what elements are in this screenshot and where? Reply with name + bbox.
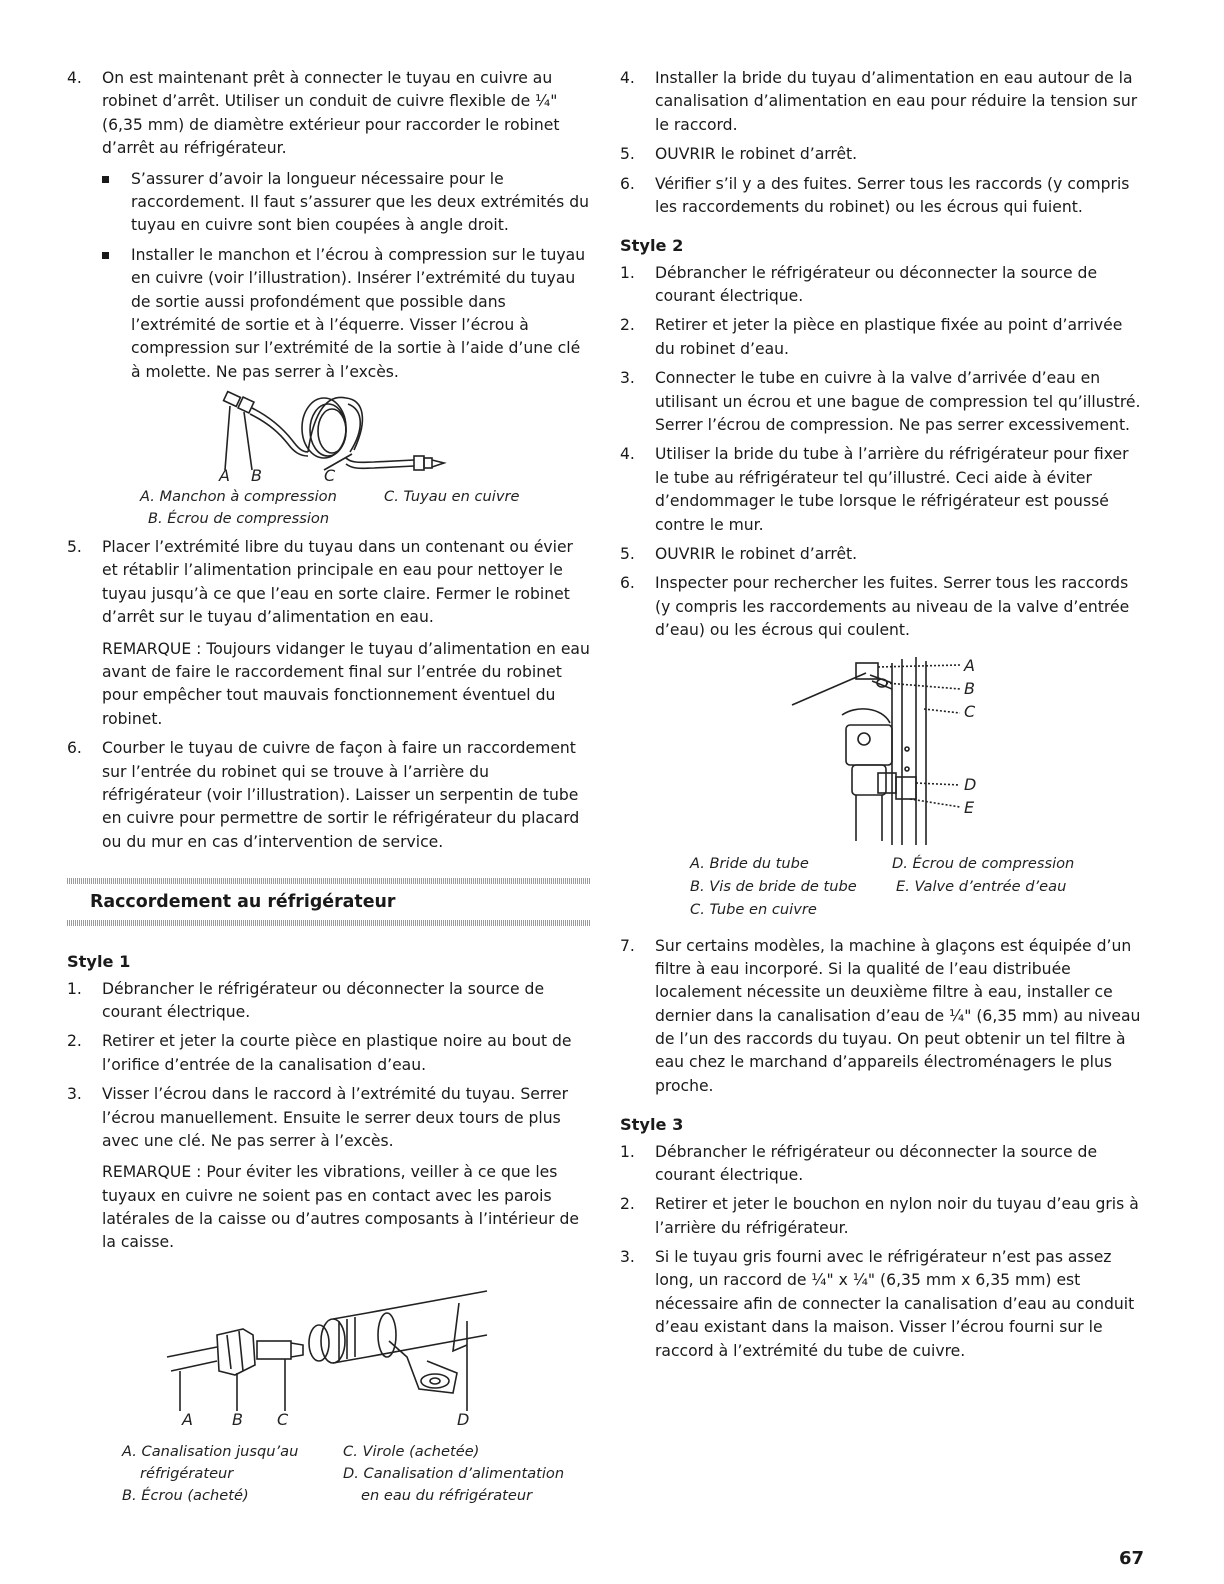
step-text: Débrancher le réfrigérateur ou déconnecter la source de courant électrique.: [655, 1142, 1098, 1184]
step-number: 4.: [620, 445, 635, 464]
label-b: B: [232, 1409, 243, 1429]
style1-step: [620, 67, 1143, 137]
label-b: B: [251, 466, 262, 483]
copper-coil-illustration: [102, 390, 592, 482]
divider: [67, 920, 590, 926]
step-text: Courber le tuyau de cuivre de façon à faire un raccordement sur l’entrée du robinet qui se trouve à l’arrière du réfrigérateur (voir l’illustration). Laisser un serpentin de tube en cuivre pour permettre de sortir le réfrigérateur du placard ou du mur en cas d’intervention de service.: [102, 739, 580, 851]
step-text: Inspecter pour rechercher les fuites. Serrer tous les raccords (y compris les raccordements au niveau de la valve d’entrée d’eau) ou les écrous qui coulent.: [655, 574, 1130, 640]
style2-step: [620, 443, 1143, 537]
step-text: Retirer et jeter le bouchon en nylon noir du tuyau d’eau gris à l’arrière du réfrigérateur.: [655, 1195, 1139, 1237]
step-text: Si le tuyau gris fourni avec le réfrigérateur n’est pas assez long, un raccord de ¼" x ¼" (6,35 mm x 6,35 mm) est nécessaire afin de connecter la canalisation d’eau au conduit d’eau existant dans la maison. Visser l’écrou fourni sur le raccord à l’extrémité du tube de cuivre.: [655, 1248, 1135, 1360]
step-text: Placer l’extrémité libre du tuyau dans un contenant ou évier et rétablir l’alimentation principale en eau pour nettoyer le tuyau jusqu’à ce que l’eau en sorte claire. Fermer le robinet d’arrêt sur le tuyau d’alimentation en eau.: [102, 538, 573, 627]
step-5: [67, 536, 590, 731]
step-text: On est maintenant prêt à connecter le tuyau en cuivre au robinet d’arrêt. Utiliser un conduit de cuivre flexible de ¼" (6,35 mm) de diamètre extérieur pour raccorder le robinet d’arrêt au réfrigérateur.: [102, 69, 560, 158]
bullet-item: [102, 168, 590, 238]
step-number: 5.: [620, 544, 635, 563]
style1-step: [67, 1030, 590, 1077]
step-text: Vérifier s’il y a des fuites. Serrer tous les raccords (y compris les raccordements du robinet) ou les écrous qui fuient.: [655, 174, 1130, 216]
step-6: [67, 737, 590, 854]
section-header: [67, 868, 590, 935]
step-7: [620, 935, 1143, 1099]
step-text: Installer la bride du tuyau d’alimentation en eau autour de la canalisation d’alimentation en eau pour réduire la tension sur le raccord.: [655, 69, 1138, 134]
supply-line-labels: [67, 1409, 590, 1435]
label-a: A: [964, 655, 975, 675]
step-number: 1.: [67, 979, 82, 998]
label-e: E: [964, 797, 975, 817]
step-number: 2.: [620, 316, 635, 335]
style-1-heading: Style 1: [67, 952, 131, 972]
remark-text: REMARQUE : Toujours vidanger le tuyau d’alimentation en eau avant de faire le raccordement final sur l’entrée du robinet pour empêcher tout mauvais fonctionnement éventuel du robinet.: [102, 639, 590, 728]
step-number: 5.: [620, 145, 635, 164]
bullet-list: [102, 168, 590, 385]
step-number: 6.: [67, 739, 82, 758]
section-title: Raccordement au réfrigérateur: [90, 892, 396, 913]
step-number: 4.: [620, 69, 635, 87]
figure-inlet-valve: [620, 649, 1143, 929]
caption-d-line2: en eau du réfrigérateur: [361, 1487, 533, 1505]
step-text: OUVRIR le robinet d’arrêt.: [655, 544, 858, 563]
step-number: 7.: [620, 936, 635, 955]
caption-c: C. Tube en cuivre: [690, 900, 817, 918]
step-number: 4.: [67, 69, 82, 87]
style3-step: [620, 1246, 1143, 1363]
caption-b: B. Écrou de compression: [148, 510, 330, 528]
label-d: D: [964, 774, 977, 794]
style2-step: [620, 543, 1143, 566]
label-c: C: [964, 701, 976, 721]
step-text: OUVRIR le robinet d’arrêt.: [655, 145, 858, 164]
step-text: Retirer et jeter la pièce en plastique fixée au point d’arrivée du robinet d’eau.: [655, 316, 1123, 358]
label-a: A: [182, 1409, 193, 1429]
label-d: D: [457, 1409, 470, 1429]
step-text: Utiliser la bride du tube à l’arrière du réfrigérateur pour fixer le tube au réfrigérateur tel qu’illustré. Ceci aide à éviter d’endommager le tube lorsque le réfrigérateur est poussé contre le mur.: [655, 445, 1129, 534]
caption-e: E. Valve d’entrée d’eau: [896, 877, 1067, 895]
step-text: Connecter le tube en cuivre à la valve d’arrivée d’eau en utilisant un écrou et une bague de compression tel qu’illustré. Serrer l’écrou de compression. Ne pas serrer excessivement.: [655, 369, 1141, 434]
right-column: [620, 67, 1143, 1369]
style2-step: [620, 262, 1143, 309]
caption-a: [122, 1441, 298, 1486]
supply-line-illustration: [67, 1261, 590, 1421]
step-text: Sur certains modèles, la machine à glaçons est équipée d’un filtre à eau incorporé. Si la qualité de l’eau distribuée localement nécessite un deuxième filtre à eau, installer ce dernier dans la canalisation d’eau de ¼" (6,35 mm) au niveau de l’un des raccords du tuyau. On peut obtenir un tel filtre à eau chez le marchand d’appareils électroménagers le plus proche.: [655, 936, 1141, 1095]
caption-b: B. Écrou (acheté): [122, 1486, 249, 1504]
step-text: Débrancher le réfrigérateur ou déconnecter la source de courant électrique.: [102, 979, 545, 1021]
figure-supply-line: [67, 1261, 590, 1505]
caption-a-line2: réfrigérateur: [140, 1465, 234, 1483]
inlet-valve-illustration: [620, 649, 1143, 849]
step-number: 6.: [620, 174, 635, 193]
step-4: [67, 67, 590, 530]
caption-a-line1: A. Canalisation jusqu’au: [122, 1442, 299, 1460]
style1-step: [67, 1083, 590, 1255]
caption-b: B. Vis de bride de tube: [690, 877, 857, 895]
step-number: 6.: [620, 574, 635, 593]
step-number: 1.: [620, 263, 635, 282]
step-number: 5.: [67, 538, 82, 557]
caption-c: C. Virole (achetée): [343, 1442, 480, 1460]
bullet-item: [102, 244, 590, 384]
step-text: Débrancher le réfrigérateur ou déconnecter la source de courant électrique.: [655, 263, 1098, 306]
caption-a: A. Manchon à compression: [140, 488, 337, 506]
style2-step: [620, 572, 1143, 642]
bullet-text: Installer le manchon et l’écrou à compression sur le tuyau en cuivre (voir l’illustration). Insérer l’extrémité du tuyau de sortie aussi profondément que possible dans l’extrémité de sortie et à l’équerre. Visser l’écrou à compression sur l’extrémité de la sortie à l’aide d’une clé à molette. Ne pas serrer à l’excès.: [131, 245, 586, 381]
step-number: 2.: [67, 1032, 82, 1051]
caption-d: D. Écrou de compression: [892, 854, 1075, 872]
label-b: B: [964, 678, 975, 698]
caption-d-line1: D. Canalisation d’alimentation: [343, 1464, 565, 1482]
label-c: C: [277, 1409, 289, 1429]
caption-d: [343, 1463, 564, 1508]
style1-step: [620, 173, 1143, 220]
step-number: 1.: [620, 1142, 635, 1161]
step-number: 3.: [620, 1248, 635, 1267]
square-bullet-icon: [102, 176, 109, 183]
style2-step: [620, 314, 1143, 361]
style2-step: [620, 367, 1143, 437]
step-text: Visser l’écrou dans le raccord à l’extrémité du tuyau. Serrer l’écrou manuellement. Ensuite le serrer deux tours de plus avec une clé. Ne pas serrer à l’excès.: [102, 1085, 569, 1150]
caption-a: A. Bride du tube: [690, 854, 809, 872]
style3-step: [620, 1193, 1143, 1240]
step-number: 3.: [67, 1085, 82, 1104]
caption-c: C. Tuyau en cuivre: [384, 488, 520, 506]
square-bullet-icon: [102, 252, 109, 259]
page-number: 67: [1118, 1548, 1144, 1569]
label-a: A: [219, 466, 230, 483]
step-number: 2.: [620, 1195, 635, 1214]
style1-step: [67, 978, 590, 1025]
style1-step: [620, 143, 1143, 166]
figure-compression-fitting: [102, 390, 590, 530]
style-3-heading: Style 3: [620, 1115, 684, 1135]
remark-text: REMARQUE : Pour éviter les vibrations, veiller à ce que les tuyaux en cuivre ne soient pas en contact avec les parois latérales de la caisse ou d’autres composants à l’intérieur de la caisse.: [102, 1163, 579, 1252]
style-2-heading: Style 2: [620, 236, 684, 256]
step-number: 3.: [620, 369, 635, 388]
bullet-text: S’assurer d’avoir la longueur nécessaire pour le raccordement. Il faut s’assurer que les deux extrémités du tuyau en cuivre sont bien coupées à angle droit.: [131, 169, 589, 235]
step-text: Retirer et jeter la courte pièce en plastique noire au bout de l’orifice d’entrée de la canalisation d’eau.: [102, 1032, 572, 1074]
style3-step: [620, 1141, 1143, 1188]
label-c: C: [324, 466, 336, 483]
left-column: [67, 67, 590, 1505]
